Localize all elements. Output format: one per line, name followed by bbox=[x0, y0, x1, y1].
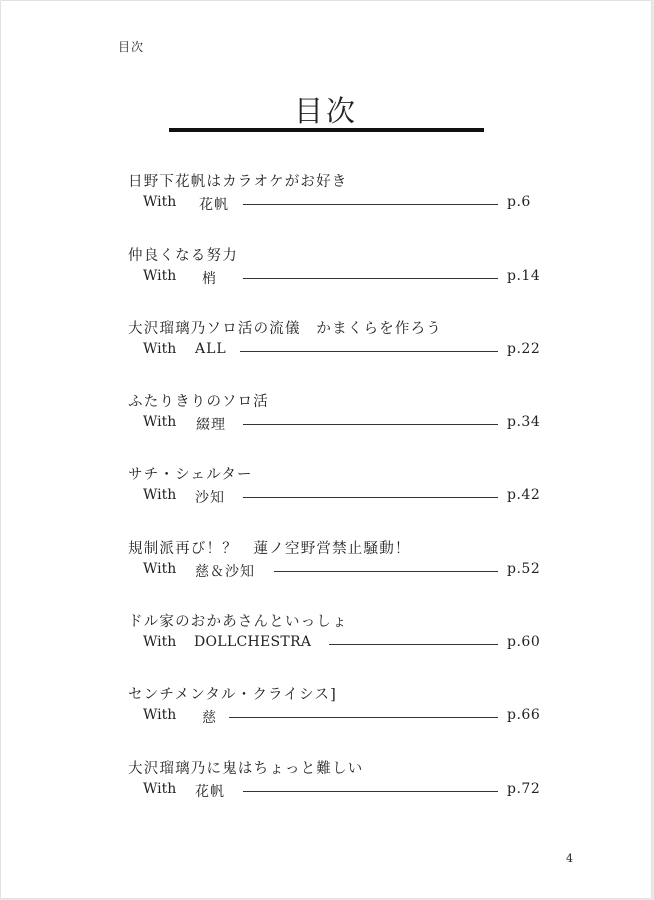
toc-entry bbox=[1, 463, 651, 513]
toc-entry-with-name: ALL bbox=[195, 341, 227, 357]
with-label: With bbox=[143, 414, 177, 430]
toc-entry-title: 大沢瑠璃乃に鬼はちょっと難しい bbox=[128, 761, 364, 777]
toc-entry-with-row bbox=[143, 781, 543, 801]
toc-entry bbox=[1, 537, 651, 587]
with-label: With bbox=[143, 268, 177, 284]
toc-entry bbox=[1, 390, 651, 440]
with-label: With bbox=[143, 487, 177, 503]
toc-entry-with-name: 花帆 bbox=[199, 197, 229, 213]
toc-entry-with-name: 慈＆沙知 bbox=[195, 564, 255, 580]
dot-leader bbox=[243, 278, 498, 279]
toc-entry-with-row bbox=[143, 414, 543, 434]
toc-entry-page: p.60 bbox=[507, 634, 541, 650]
with-label: With bbox=[143, 561, 177, 577]
toc-entry-with-row bbox=[143, 634, 543, 654]
toc-entry-with-name: 沙知 bbox=[195, 490, 225, 506]
toc-entry-with-row bbox=[143, 194, 543, 214]
with-label: With bbox=[143, 194, 177, 210]
toc-entry-with-name: 梢 bbox=[202, 271, 217, 287]
toc-entry-page: p.42 bbox=[507, 487, 541, 503]
toc-entry-page: p.22 bbox=[507, 341, 541, 357]
toc-entry-title: 規制派再び！？ 蓮ノ空野営禁止騒動！ bbox=[128, 541, 411, 557]
toc-entry bbox=[1, 244, 651, 294]
toc-entry-title: ドル家のおかあさんといっしょ bbox=[128, 614, 348, 630]
toc-entry-with-row bbox=[143, 341, 543, 361]
toc-entry bbox=[1, 170, 651, 220]
toc-entry-title: ふたりきりのソロ活 bbox=[128, 394, 270, 410]
toc-entry-title: 仲良くなる努力 bbox=[128, 248, 238, 264]
dot-leader bbox=[329, 644, 498, 645]
dot-leader bbox=[229, 717, 498, 718]
toc-entry-with-row bbox=[143, 707, 543, 727]
title-underline bbox=[169, 128, 484, 132]
toc-entry-title: サチ・シェルター bbox=[128, 467, 253, 483]
dot-leader bbox=[243, 424, 498, 425]
toc-entry-with-row bbox=[143, 268, 543, 288]
dot-leader bbox=[274, 571, 498, 572]
with-label: With bbox=[143, 707, 177, 723]
page-title: 目次 bbox=[293, 94, 358, 128]
toc-entry bbox=[1, 757, 651, 807]
toc-entry-page: p.34 bbox=[507, 414, 541, 430]
toc-entry bbox=[1, 683, 651, 733]
toc-entry-page: p.66 bbox=[507, 707, 541, 723]
toc-entry-page: p.52 bbox=[507, 561, 541, 577]
dot-leader bbox=[243, 791, 498, 792]
toc-entry-with-row bbox=[143, 561, 543, 581]
dot-leader bbox=[243, 204, 498, 205]
toc-entry-page: p.6 bbox=[507, 194, 531, 210]
dot-leader bbox=[243, 497, 498, 498]
toc-entry-with-name: 綴理 bbox=[196, 417, 226, 433]
toc-entry bbox=[1, 610, 651, 660]
toc-entry-title: センチメンタル・クライシス] bbox=[128, 687, 337, 703]
running-head: 目次 bbox=[118, 40, 145, 54]
with-label: With bbox=[143, 781, 177, 797]
page-number: 4 bbox=[566, 852, 573, 865]
toc-entry-page: p.72 bbox=[507, 781, 541, 797]
with-label: With bbox=[143, 634, 177, 650]
toc-entry-with-row bbox=[143, 487, 543, 507]
toc-entry-with-name: 慈 bbox=[202, 710, 217, 726]
toc-entry-with-name: 花帆 bbox=[195, 784, 225, 800]
toc-entry-page: p.14 bbox=[507, 268, 541, 284]
toc-entry-title: 大沢瑠璃乃ソロ活の流儀 かまくらを作ろう bbox=[128, 321, 442, 337]
toc-entry-with-name: DOLLCHESTRA bbox=[194, 634, 312, 650]
toc-entry-title: 日野下花帆はカラオケがお好き bbox=[128, 174, 348, 190]
toc-entry bbox=[1, 317, 651, 367]
document-page bbox=[1, 1, 651, 898]
with-label: With bbox=[143, 341, 177, 357]
dot-leader bbox=[240, 351, 498, 352]
